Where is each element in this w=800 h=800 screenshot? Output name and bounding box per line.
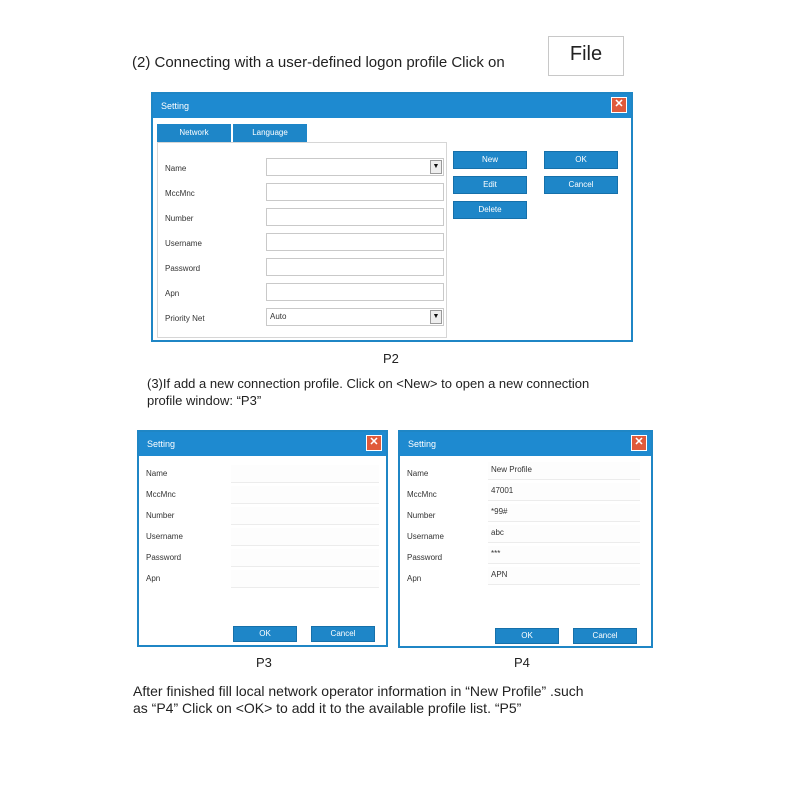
p3-title-bar <box>139 432 386 456</box>
p4-label-number: Number <box>407 511 436 520</box>
p4-label-name: Name <box>407 469 429 478</box>
footer-line2: as “P4” Click on <OK> to add it to the available profile list. “P5” <box>133 700 522 716</box>
p3-label-username: Username <box>146 532 183 541</box>
p3-apn-field[interactable] <box>231 570 379 588</box>
p2-caption: P2 <box>383 351 399 366</box>
p3-cancel-button[interactable]: Cancel <box>311 626 375 642</box>
p2-setting-dialog <box>151 92 633 342</box>
p2-title: Setting <box>161 101 190 111</box>
p2-ok-button[interactable]: OK <box>544 151 618 169</box>
p4-close-icon[interactable]: ✕ <box>631 435 647 451</box>
p2-label-priority-net: Priority Net <box>165 314 205 323</box>
p2-label-apn: Apn <box>165 289 180 298</box>
new-button[interactable]: New <box>453 151 527 169</box>
p2-password-field[interactable] <box>266 258 444 276</box>
p4-setting-dialog <box>398 430 653 648</box>
p4-title: Setting <box>408 439 437 449</box>
p3-label-mccmnc: MccMnc <box>146 490 176 499</box>
delete-button[interactable]: Delete <box>453 201 527 219</box>
p3-close-icon[interactable]: ✕ <box>366 435 382 451</box>
p4-label-apn: Apn <box>407 574 422 583</box>
p3-name-field[interactable] <box>231 465 379 483</box>
p2-label-password: Password <box>165 264 201 273</box>
p4-label-username: Username <box>407 532 444 541</box>
p2-cancel-button[interactable]: Cancel <box>544 176 618 194</box>
p2-apn-field[interactable] <box>266 283 444 301</box>
p2-label-number: Number <box>165 214 194 223</box>
step3-line2: profile window: “P3” <box>147 393 262 408</box>
p4-label-password: Password <box>407 553 443 562</box>
p4-apn-field[interactable]: APN <box>488 567 640 585</box>
p4-ok-button[interactable]: OK <box>495 628 559 644</box>
tab-language[interactable]: Language <box>233 124 307 142</box>
p3-label-apn: Apn <box>146 574 161 583</box>
p4-caption: P4 <box>514 655 530 670</box>
p2-priority-value: Auto <box>270 312 287 321</box>
p2-mccmnc-field[interactable] <box>266 183 444 201</box>
p4-title-bar <box>400 432 651 456</box>
p4-password-field[interactable]: *** <box>488 546 640 564</box>
p3-label-number: Number <box>146 511 175 520</box>
p4-number-field[interactable]: *99# <box>488 504 640 522</box>
step2-text: (2) Connecting with a user-defined logon profile Click on <box>132 54 505 71</box>
p2-label-username: Username <box>165 239 202 248</box>
p2-title-bar <box>153 94 631 118</box>
footer-line1: After finished fill local network operator information in “New Profile” .such <box>133 683 584 699</box>
p3-title: Setting <box>147 439 176 449</box>
p4-username-field[interactable]: abc <box>488 525 640 543</box>
p3-caption: P3 <box>256 655 272 670</box>
p2-name-select[interactable] <box>266 158 444 176</box>
p4-cancel-button[interactable]: Cancel <box>573 628 637 644</box>
p4-name-field[interactable]: New Profile <box>488 462 640 480</box>
p3-label-name: Name <box>146 469 168 478</box>
p2-close-icon[interactable]: ✕ <box>611 97 627 113</box>
p2-label-mccmnc: MccMnc <box>165 189 195 198</box>
p2-label-name: Name <box>165 164 187 173</box>
p3-setting-dialog <box>137 430 388 647</box>
p4-label-mccmnc: MccMnc <box>407 490 437 499</box>
file-menu-button[interactable]: File <box>548 36 624 76</box>
p3-number-field[interactable] <box>231 507 379 525</box>
chevron-down-icon[interactable]: ▼ <box>430 160 442 174</box>
p3-username-field[interactable] <box>231 528 379 546</box>
chevron-down-icon[interactable]: ▼ <box>430 310 442 324</box>
tab-network[interactable]: Network <box>157 124 231 142</box>
step3-line1: (3)If add a new connection profile. Click on <New> to open a new connection <box>147 376 590 391</box>
edit-button[interactable]: Edit <box>453 176 527 194</box>
p3-label-password: Password <box>146 553 182 562</box>
p3-mccmnc-field[interactable] <box>231 486 379 504</box>
p4-mccmnc-field[interactable]: 47001 <box>488 483 640 501</box>
p3-ok-button[interactable]: OK <box>233 626 297 642</box>
p2-number-field[interactable] <box>266 208 444 226</box>
p2-username-field[interactable] <box>266 233 444 251</box>
p3-password-field[interactable] <box>231 549 379 567</box>
p2-priority-net-select[interactable] <box>266 308 444 326</box>
